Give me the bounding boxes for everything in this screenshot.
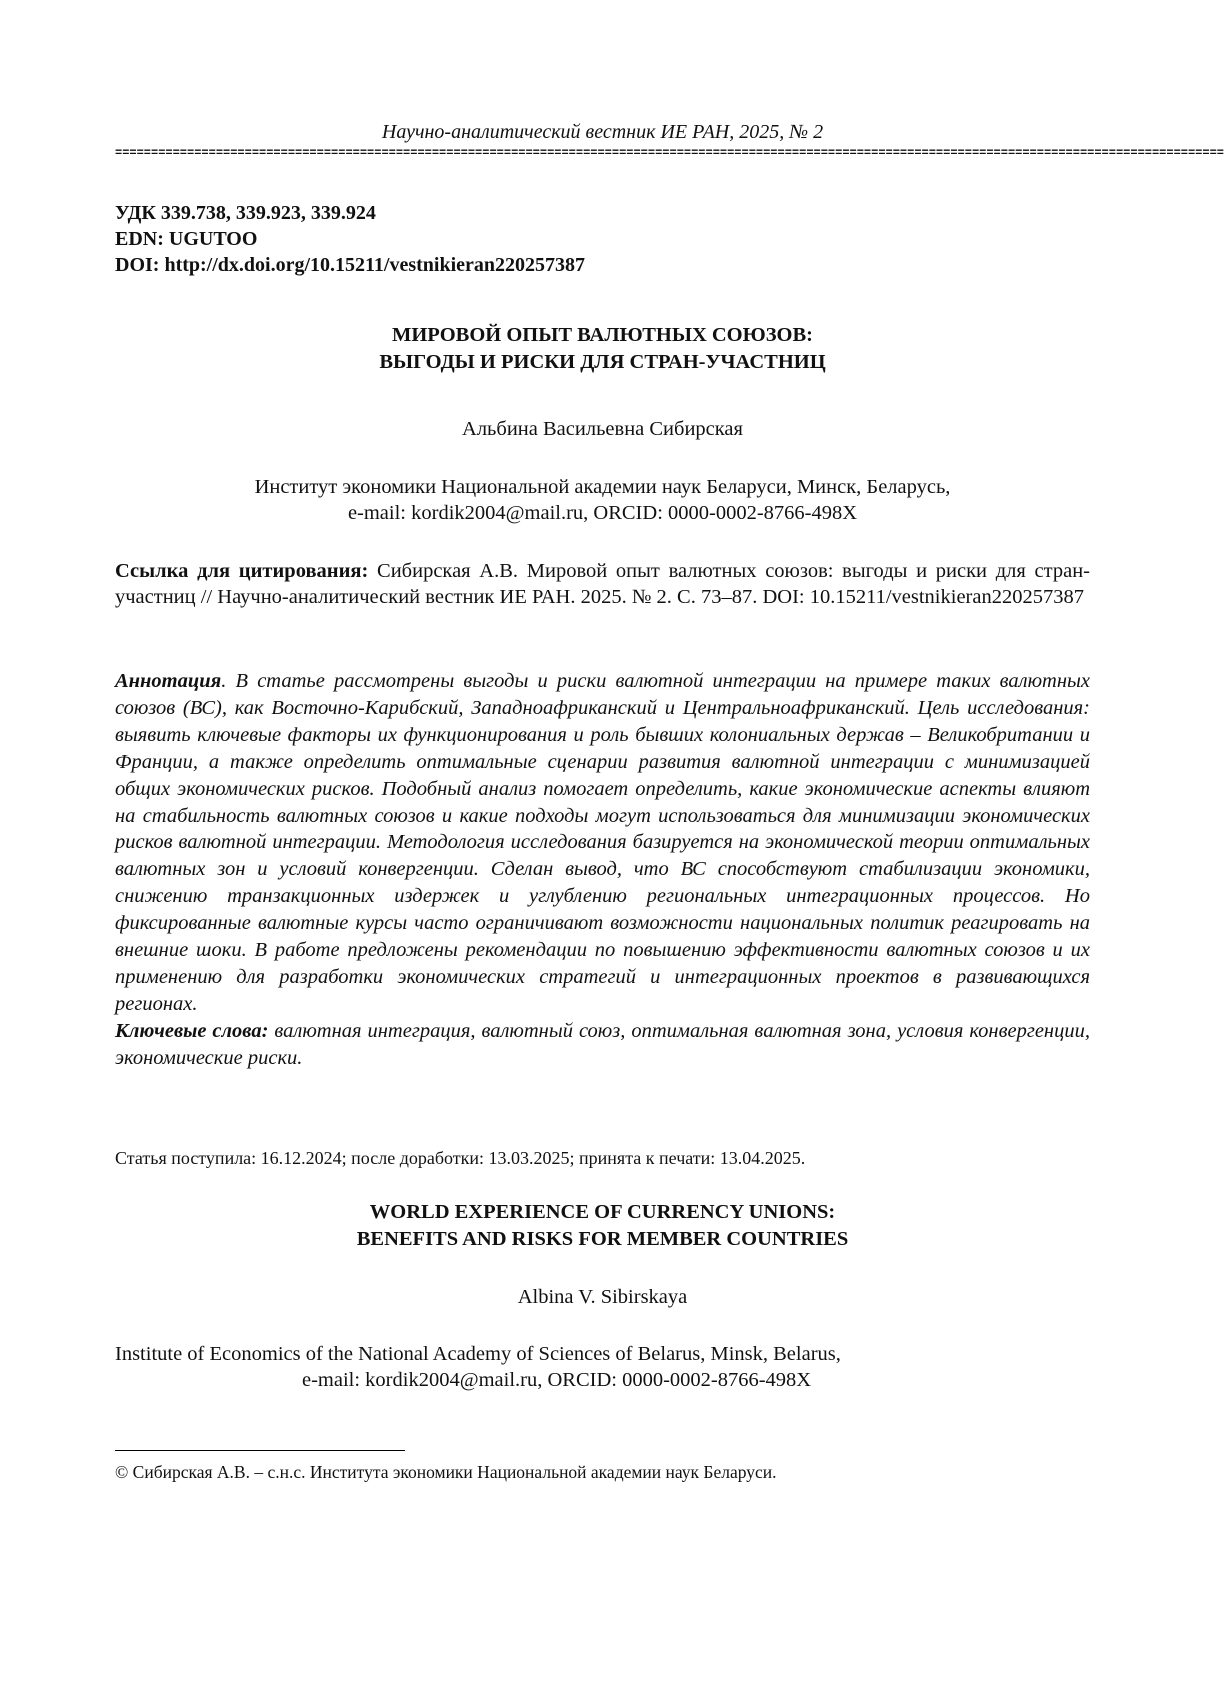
abstract-text: . В статье рассмотрены выгоды и риски валютной интеграции на примере таких валютных союзов (ВС), как Восточно-Карибский, Западноафриканский и Центральноафриканский. Цель исследования: выявить ключевые факторы их функционирования и роль бывших колониальных держав – Великобритании и Франции, а также определить оптимальные сценарии развития валютной интеграции с минимизацией общих экономических рисков. Подобный анализ помогает определить, какие экономические аспекты влияют на стабильность валютных союзов и какие подходы могут использоваться для минимизации экономических рисков валютной интеграции. Методология исследования базируется на экономической теории оптимальных валютных зон и условий конвергенции. Сделан вывод, что ВС способствуют стабилизации экономики, снижению транзакционных издержек и углублению региональных интеграционных процессов. Но фиксированные валютные курсы часто ограничивают возможности национальных политик реагировать на внешние шоки. В работе предложены рекомендации по повышению эффективности валютных союзов и их применению для разработки экономических стратегий и интеграционных проектов в развивающихся регионах. <box>115 670 1090 1015</box>
ru-affiliation: Институт экономики Национальной академии наук Беларуси, Минск, Беларусь, <box>254 476 951 498</box>
ru-affiliation-block <box>115 474 1090 526</box>
en-title-line-1: WORLD EXPERIENCE OF CURRENCY UNIONS: <box>369 1201 836 1223</box>
ru-article-title <box>115 322 1090 376</box>
en-affiliation: Institute of Economics of the National Academy of Sciences of Belarus, Minsk, Belarus, <box>115 1343 841 1365</box>
running-head: Научно-аналитический вестник ИЕ РАН, 2025, № 2 <box>381 121 824 143</box>
author-footnote: © Сибирская А.В. – с.н.с. Института экономики Национальной академии наук Беларуси. <box>115 1462 777 1482</box>
en-title-line-2: BENEFITS AND RISKS FOR MEMBER COUNTRIES <box>356 1228 849 1250</box>
citation-text: Сибирская А.В. Мировой опыт валютных союзов: выгоды и риски для стран-участниц // Научно-аналитический вестник ИЕ РАН. 2025. № 2. С. 73–87. DOI: 10.15211/vestnikieran220257387 <box>115 560 1090 608</box>
ru-contact[interactable]: e-mail: kordik2004@mail.ru, ORCID: 0000-0002-8766-498X <box>347 502 858 524</box>
article-identifiers <box>115 200 1090 278</box>
doi-link[interactable]: DOI: http://dx.doi.org/10.15211/vestnikieran220257387 <box>115 254 586 276</box>
en-contact[interactable]: e-mail: kordik2004@mail.ru, ORCID: 0000-0002-8766-498X <box>302 1369 812 1391</box>
edn-code: EDN: UGUTOO <box>115 228 258 250</box>
citation-block <box>115 558 1090 610</box>
citation-label: Ссылка для цитирования: <box>115 560 369 582</box>
udk-code: УДК 339.738, 339.923, 339.924 <box>115 202 376 224</box>
abstract-label: Аннотация <box>115 670 222 692</box>
keywords-text: валютная интеграция, валютный союз, оптимальная валютная зона, условия конвергенции, экономические риски. <box>115 1019 1090 1069</box>
header-rule: ========================================================================================================================================================== <box>115 146 1224 160</box>
keywords-label: Ключевые слова: <box>115 1019 269 1042</box>
ru-title-line-2: ВЫГОДЫ И РИСКИ ДЛЯ СТРАН-УЧАСТНИЦ <box>379 351 826 373</box>
abstract-block <box>115 668 1090 1072</box>
article-dates: Статья поступила: 16.12.2024; после доработки: 13.03.2025; принята к печати: 13.04.2025. <box>115 1148 806 1168</box>
ru-title-line-1: МИРОВОЙ ОПЫТ ВАЛЮТНЫХ СОЮЗОВ: <box>392 324 813 346</box>
footnote-divider <box>115 1450 405 1451</box>
en-affiliation-block <box>115 1341 1090 1393</box>
ru-author: Альбина Васильевна Сибирская <box>462 418 743 440</box>
en-article-title <box>115 1199 1090 1253</box>
en-author: Albina V. Sibirskaya <box>517 1286 688 1308</box>
